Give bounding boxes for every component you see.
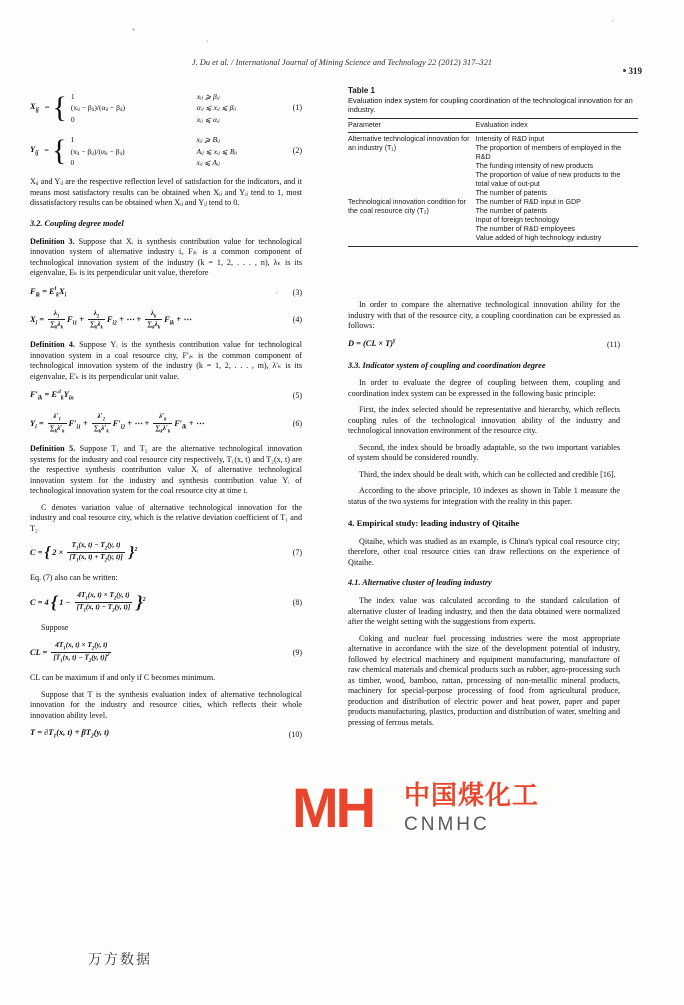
table-cell-index: The proportion of members of employed in the R&D — [475, 143, 622, 161]
para-cl-max: CL can be maximum if and only if C becomes minimum. — [30, 673, 216, 683]
logo-chinese-name: 中国煤化工 — [404, 781, 540, 811]
equation-4-number: (4) — [292, 314, 302, 324]
eq2-cases — [70, 134, 237, 168]
definition-5-paragraph — [30, 444, 302, 497]
equation-3-number: (3) — [292, 287, 302, 297]
definition-4-text: Suppose Yᵢ is the synthesis contribution value for technological innovation system in a coal resource city, F′ᵢₖ is the common component of technological innovation system of the industry (k = 1, 2, . . . , m), λ′ₖ is its eigenvalue, E′ₖ is its perpendicular unit value. — [30, 340, 302, 381]
eq1-case-row: 1 xᵢⱼ ⩾ βᵢⱼ — [70, 92, 220, 101]
table-cell-index: The proportion of value of new products to the total value of out-put — [475, 170, 621, 188]
eq2-brace: { — [52, 134, 67, 168]
eq9-expr: CL = $\frac{4T_1(x, t) \times T_2(y, t)}{[T_1(x, t) - T_2(y, t)]^2}$ — [30, 640, 110, 664]
equation-11 — [348, 339, 620, 351]
eq1-lhs: $X_{ij}$ — [30, 101, 39, 114]
table-cell-parameter: Technological innovation condition for the coal resource city (T₂) — [348, 198, 466, 216]
table-col-parameter: Parameter — [348, 118, 476, 132]
table-row — [348, 198, 638, 207]
eq6-expr: $Y_i$ = $\frac{\lambda'_1}{\sum_k\lambda'_k}$ $F'_{i1}$ + $\frac{\lambda'_2}{\sum_k\lambda'_k}$ $F'_{i2}$ + ⋯ + $\frac{\lambda'_k}{\sum_k\lambda'_k}$ $F'_{ik}$ + ⋯ — [30, 412, 204, 435]
eq5-expr: $F'_{ik} = E'^t_kY_{in}$ — [30, 389, 74, 402]
equation-2: $Y_{ij}$ = { 1 xᵢⱼ ⩾ Bᵢⱼ (xᵢⱼ − βᵢⱼ)/(αᵢⱼ − βᵢⱼ) Aᵢⱼ ⩽ xᵢⱼ ⩽ Bᵢⱼ 0 xᵢⱼ ⩽ Aᵢⱼ (2) — [30, 134, 302, 168]
definition-5-text: Suppose T₁ and T₂ are the alternative technological innovation systems for the industry and coal resource city respectively, T₁(x, t) and T₂(x, t) are the respective synthesis contribution value Xᵢ of alternative technological innovation system for the industry and synthesis contribution value Yᵢ of technological innovation system for the coal resource city at time t. — [30, 444, 303, 496]
table-cell-index: The number of patents — [475, 207, 547, 216]
table-header-row — [348, 118, 638, 132]
equation-10-number: (10) — [288, 729, 302, 739]
eq1-case-row: (xᵢⱼ − βᵢⱼ)/(αᵢⱼ − βᵢⱼ) αᵢⱼ ⩽ xᵢⱼ ⩽ βᵢⱼ — [70, 103, 236, 113]
eq1-brace: { — [52, 91, 67, 125]
left-column — [30, 84, 302, 751]
eq4-expr: $X_i$ = $\frac{\lambda_1}{\sum_k\lambda_k}$ $F_{i1}$ + $\frac{\lambda_2}{\sum_k\lambda_k}$ $F_{i2}$ + ⋯ + $\frac{\lambda_k}{\sum_k\lambda_k}$ $F_{ik}$ + ⋯ — [30, 308, 192, 331]
eq1-case-row: 0 xᵢⱼ ⩽ αᵢⱼ — [70, 114, 220, 124]
equation-7 — [30, 541, 302, 564]
para-principle: In order to evaluate the degree of coupling between them, coupling and coordination index system can be expressed in the following basic principle: — [348, 378, 620, 398]
scan-speck — [206, 40, 208, 42]
section-4-1-heading: 4.1. Alternative cluster of leading industry — [348, 578, 492, 588]
definition-4-paragraph — [30, 340, 302, 382]
equation-5-number: (5) — [292, 391, 302, 401]
equation-10 — [30, 728, 302, 741]
equation-9-number: (9) — [292, 647, 302, 657]
eq7-expr: C = { 2 × $\frac{T_1(x, t) - T_2(y, t)}{[T_1(x, t) + T_2(y, t)]}$ }$^2$ — [30, 541, 138, 564]
eq11-expr: D = (CL × T)$^\gamma$ — [348, 338, 396, 349]
page-number: 319 — [623, 66, 643, 76]
table-1 — [348, 86, 638, 247]
scan-speck — [612, 20, 614, 22]
equation-2-number: (2) — [292, 146, 302, 156]
equation-1: $X_{ij}$ = { 1 xᵢⱼ ⩾ βᵢⱼ (xᵢⱼ − βᵢⱼ)/(αᵢⱼ − βᵢⱼ) αᵢⱼ ⩽ xᵢⱼ ⩽ βᵢⱼ 0 xᵢⱼ ⩽ αᵢⱼ (1) — [30, 91, 302, 125]
section-4-heading: 4. Empirical study: leading industry of Qitaihe — [348, 518, 520, 529]
para-qitaihe: Qitaihe, which was studied as an example, is China's typical coal resource city; therefore, other coal resource cities can draw reflections on the experience of Qitaihe. — [348, 536, 620, 567]
para-c-denotes: C denotes variation value of alternative technological innovation for the industry and coal resource city, which is the relative deviation coefficient of T₁ and T₂ — [30, 502, 302, 533]
eq2-lhs: $Y_{ij}$ — [30, 144, 39, 157]
para-suppose: Suppose — [41, 623, 69, 633]
definition-3-paragraph — [30, 237, 302, 279]
table-cell-index: The number of R&D input in GDP — [475, 198, 581, 207]
table-cell-index: The number of R&D employees — [475, 225, 575, 234]
eq2-case-row: (xᵢⱼ − βᵢⱼ)/(αᵢⱼ − βᵢⱼ) Aᵢⱼ ⩽ xᵢⱼ ⩽ Bᵢⱼ — [70, 146, 237, 156]
para-first: First, the index selected should be representative and hierarchy, which reflects coupling rules of the technological innovation ability of the industry and technological innovation environment of the resource city. — [348, 405, 620, 436]
table-cell-parameter: Alternative technological innovation for an industry (T₁) — [348, 134, 470, 152]
equation-8-number: (8) — [292, 597, 302, 607]
para-coking: Coking and nuclear fuel processing industries were the most appropriate alternative in accordance with the size of the development potential of industry, followed by electrical machinery and equipment manufacturing, manufacture of raw chemical materials and chemical products such as rubber, agro-processing such as timber, wood, bamboo, rattan, processing of non-metallic mineral products, machinery for special-purpose processing of food from agricultural produce, production and distribution of electric power and heat power, paper and paper products manufacturing, plastics, production and distribution of water, smelting and pressing of ferrous metals. — [348, 633, 620, 727]
eq1-cases — [71, 91, 236, 125]
eq2-case-row: 0 xᵢⱼ ⩽ Aᵢⱼ — [70, 157, 220, 167]
scan-speck — [132, 28, 135, 31]
eq2-case-row: 1 xᵢⱼ ⩾ Bᵢⱼ — [70, 135, 220, 145]
equation-4 — [30, 309, 302, 332]
equation-11-number: (11) — [606, 339, 620, 349]
table-cell-index: Intensity of R&D input — [475, 134, 545, 143]
equation-8 — [30, 591, 302, 615]
logo-letters: MH — [292, 776, 374, 839]
table-cell-index: Input of foreign technology — [475, 216, 560, 225]
running-head: J. Du et al. / International Journal of Mining Science and Technology 22 (2012) 317–321 — [191, 58, 493, 67]
definition-3-text: Suppose that Xᵢ is synthesis contribution value for technological innovation system of alternative industry i, Fᵢₖ is a common component of technological innovation system of the industry (k = 1, 2, . . . , n), λₖ is its eigenvalue, Eₖ is its perpendicular unit value, therefore — [30, 236, 303, 278]
section-3-3-heading: 3.3. Indicator system of coupling and coordination degree — [348, 360, 546, 370]
table-1-bottom-rule — [348, 246, 638, 247]
page-number-dot — [623, 69, 626, 72]
table-col-evaluation-index: Evaluation index — [476, 118, 638, 132]
definition-3-label: Definition 3. — [30, 236, 75, 246]
definition-4-label: Definition 4. — [30, 340, 75, 350]
right-column — [348, 300, 620, 734]
para-index-value: The index value was calculated according to the standard calculation of alternative cluster of leading industry, and then the data obtained were normalized after the weight setting with the suggestions from experts. — [348, 595, 620, 627]
definition-5-label: Definition 5. — [30, 444, 76, 454]
logo-subtitle: CNMHC — [404, 814, 490, 835]
table-1-label: Table 1 — [348, 86, 375, 95]
table-1-grid — [348, 118, 638, 246]
para-suppose-t: Suppose that T is the synthesis evaluation index of alternative technological innovation for the industry and resource cities, which reflects their whole innovation ability level. — [30, 689, 302, 720]
para-second: Second, the index should be broadly adaptable, so the two important variables of system should be considered roundly. — [348, 442, 620, 463]
eq8-expr: C = 4 { 1 − $\frac{4T_1(x, t) \times T_2(y, t)}{[T_1(x, t) - T_2(y, t)]}$ }$^2$ — [30, 591, 146, 614]
para-according: According to the above principle, 10 indexes as shown in Table 1 measure the status of the two systems for integration with the reality in this paper. — [348, 486, 620, 506]
equation-3 — [30, 286, 302, 300]
equation-9 — [30, 641, 302, 664]
cnmhc-watermark-logo — [292, 776, 622, 842]
table-cell-index: The funding intensity of new products — [475, 161, 594, 170]
equation-1-number: (1) — [292, 102, 302, 112]
equation-6 — [30, 412, 302, 435]
equation-7-number: (7) — [292, 547, 302, 557]
eq3-expr: $F_{ik} = E^t_kX_i$ — [30, 285, 67, 299]
table-cell-index: Value added of high technology industry — [475, 234, 602, 243]
para-eq7-note: Eq. (7) also can be written: — [30, 573, 118, 583]
section-3-2-heading: 3.2. Coupling degree model — [30, 218, 124, 228]
para-compare: In order to compare the alternative technological innovation ability for the industry with that of the resource city, a coupling coordination can be expressed as follows: — [348, 300, 620, 331]
table-cell-index: The number of patents — [475, 189, 547, 198]
equation-5 — [30, 389, 302, 403]
equation-6-number: (6) — [292, 418, 302, 428]
eq10-expr: $T = \partial T_1(x$, $t) + \beta T_2(y$, t) — [30, 728, 110, 741]
table-row — [348, 132, 638, 144]
para-third: Third, the index should be dealt with, which can be collected and credible [16]. — [359, 469, 616, 479]
para-after-eq2: Xᵢⱼ and Yᵢⱼ are the respective reflection level of satisfaction for the indicators, and it means most satisfactory results can be obtained when Xᵢⱼ and Yᵢⱼ tend to 1, most dissatisfactory results can be obtained when Xᵢⱼ and Yᵢⱼ tend to 0. — [30, 177, 302, 208]
table-1-caption: Evaluation index system for coupling coordination of the technological innovation for an industry. — [348, 96, 633, 115]
scan-speck — [276, 292, 278, 294]
wanfang-footer: 万方数据 — [88, 952, 152, 968]
